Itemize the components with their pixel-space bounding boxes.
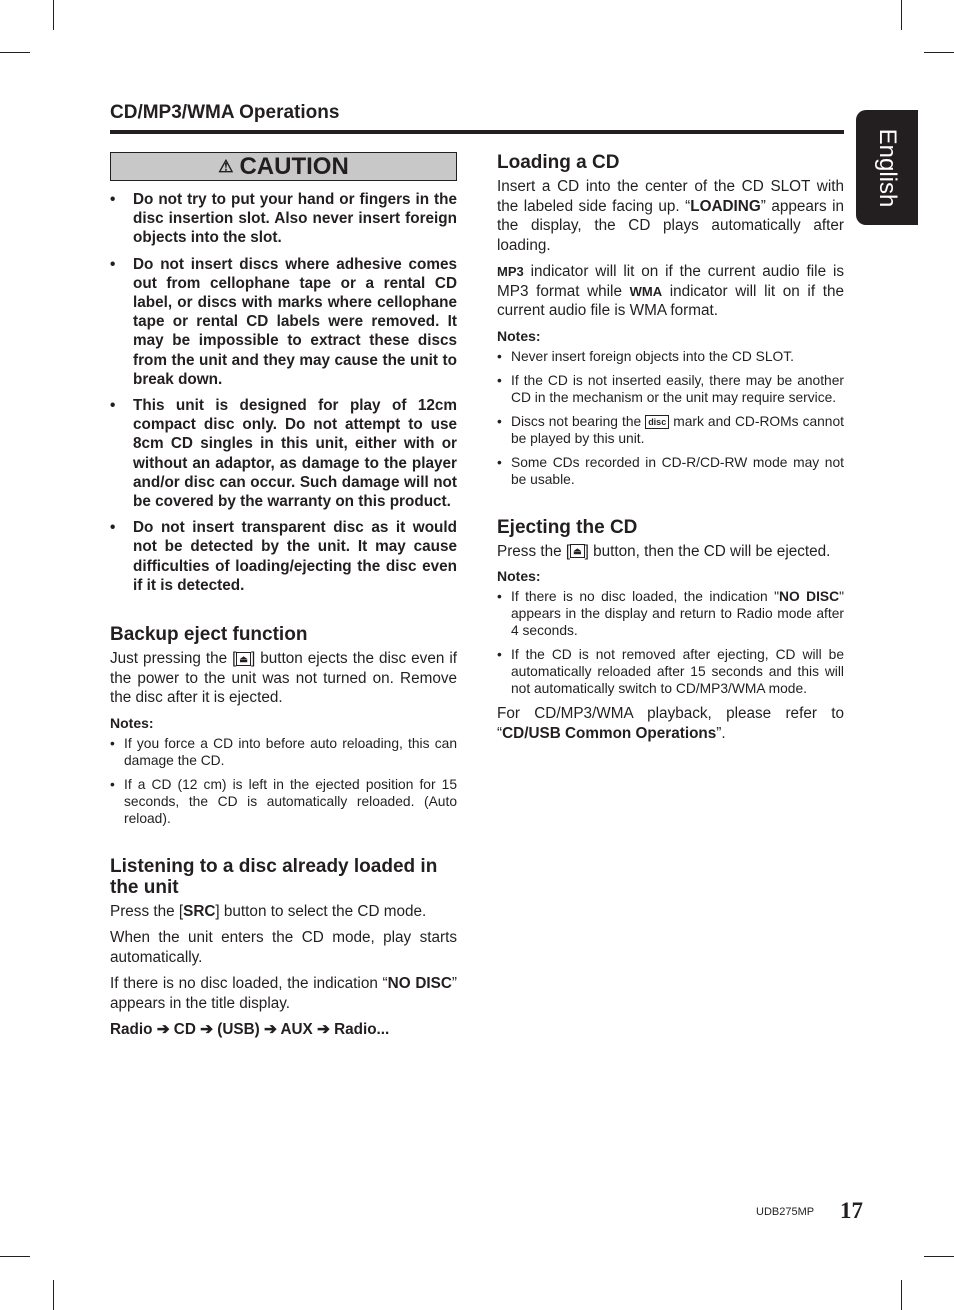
warning-triangle-icon: ⚠	[218, 156, 234, 176]
model-number: UDB275MP	[756, 1206, 815, 1218]
page-number: 17	[840, 1198, 863, 1223]
listening-text-1: Press the [SRC] button to select the CD mode.	[110, 902, 427, 920]
crop-mark	[0, 52, 30, 53]
crop-mark	[53, 0, 54, 30]
note-item: • Never insert foreign objects into the CD SLOT.	[497, 348, 844, 365]
listening-text-3: If there is no disc loaded, the indication “NO DISC” appears in the title display.	[110, 975, 457, 1012]
ejecting-heading: Ejecting the CD	[497, 516, 638, 538]
compact-disc-logo-icon: disc	[645, 415, 669, 429]
listening-heading: Listening to a disc already loaded in the unit	[110, 855, 438, 898]
loading-text-1: Insert a CD into the center of the CD SLOT with the labeled side facing up. “LOADING” appears in the display, the CD plays automatically after loading.	[497, 178, 844, 254]
backup-eject-heading: Backup eject function	[110, 624, 308, 646]
caution-banner	[110, 152, 457, 181]
header-rule	[110, 130, 844, 134]
crop-mark	[924, 52, 954, 53]
note-item: • If a CD (12 cm) is left in the ejected position for 15 seconds, the CD is automatically reloaded. (Auto reload).	[110, 776, 457, 827]
section-title: CD/MP3/WMA Operations	[110, 102, 340, 123]
mp3-logo: MP3	[497, 264, 524, 279]
loading-notes	[497, 348, 844, 488]
language-tab-label: English	[874, 128, 901, 207]
note-item: • If you force a CD into before auto reloading, this can damage the CD.	[110, 735, 457, 769]
src-key: SRC	[183, 902, 216, 920]
crop-mark	[901, 0, 902, 30]
reference-text: For CD/MP3/WMA playback, please refer to “CD/USB Common Operations”.	[497, 705, 844, 742]
wma-logo: WMA	[629, 283, 663, 299]
caution-item: • Do not try to put your hand or fingers in the disc insertion slot. Also never insert foreign objects into the slot.	[110, 190, 457, 248]
loading-heading: Loading a CD	[497, 152, 620, 173]
note-item: • Some CDs recorded in CD-R/CD-RW mode may not be usable.	[497, 454, 844, 488]
listening-text-2: When the unit enters the CD mode, play starts automatically.	[110, 929, 457, 966]
caution-title: CAUTION	[239, 152, 349, 180]
ejecting-text: Press the [ ⏏ ] button, then the CD will be ejected.	[497, 542, 831, 560]
caution-item: • Do not insert transparent disc as it would not be detected by the unit. It may cause difficulties of loading/ejecting the disc even if it is detected.	[110, 518, 457, 595]
notes-label: Notes:	[497, 327, 541, 344]
backup-notes	[110, 735, 457, 827]
eject-icon: ⏏	[236, 652, 251, 666]
ejecting-notes	[497, 588, 844, 697]
backup-eject-text: Just pressing the [ ⏏ ] button ejects the disc even if the power to the unit was not turned on. Remove the disc after it is ejected.	[110, 650, 458, 707]
eject-icon: ⏏	[570, 544, 585, 558]
source-sequence: Radio ➔ CD ➔ (USB) ➔ AUX ➔ Radio...	[110, 1021, 390, 1039]
note-item: • If the CD is not removed after ejecting, CD will be automatically reloaded after 15 seconds and this will not automatically switch to CD/MP3/WMA mode.	[497, 646, 844, 697]
note-item: • If the CD is not inserted easily, there may be another CD in the mechanism or the unit may require service.	[497, 372, 844, 406]
crop-mark	[0, 1256, 30, 1257]
crop-mark	[53, 1280, 54, 1310]
caution-item: • This unit is designed for play of 12cm compact disc only. Do not attempt to use 8cm CD singles in this unit, either with or without an adaptor, as damage to the player and/or disc can occur. Such damage will not be covered by the warranty on this product.	[110, 396, 457, 511]
crop-mark	[924, 1256, 954, 1257]
notes-label: Notes:	[497, 568, 541, 584]
caution-item: • Do not insert discs where adhesive comes out from cellophane tape or a rental CD label, or discs with marks where cellophane tape or rental CD labels were removed. It may be impossible to extract these discs from the unit and they may cause the unit to break down.	[110, 255, 457, 389]
note-item: • If there is no disc loaded, the indication "NO DISC" appears in the display and return to Radio mode after 4 seconds.	[497, 588, 844, 639]
left-column	[110, 152, 457, 1039]
right-column	[497, 152, 844, 750]
note-item: • Discs not bearing the disc mark and CD-ROMs cannot be played by this unit.	[497, 413, 844, 447]
notes-label: Notes:	[110, 714, 154, 731]
crop-mark	[901, 1280, 902, 1310]
loading-text-2: MP3 indicator will lit on if the current audio file is MP3 format while WMA indicator will lit on if the current audio file is WMA format.	[497, 263, 844, 319]
caution-list	[110, 190, 457, 595]
language-tab	[856, 110, 918, 225]
